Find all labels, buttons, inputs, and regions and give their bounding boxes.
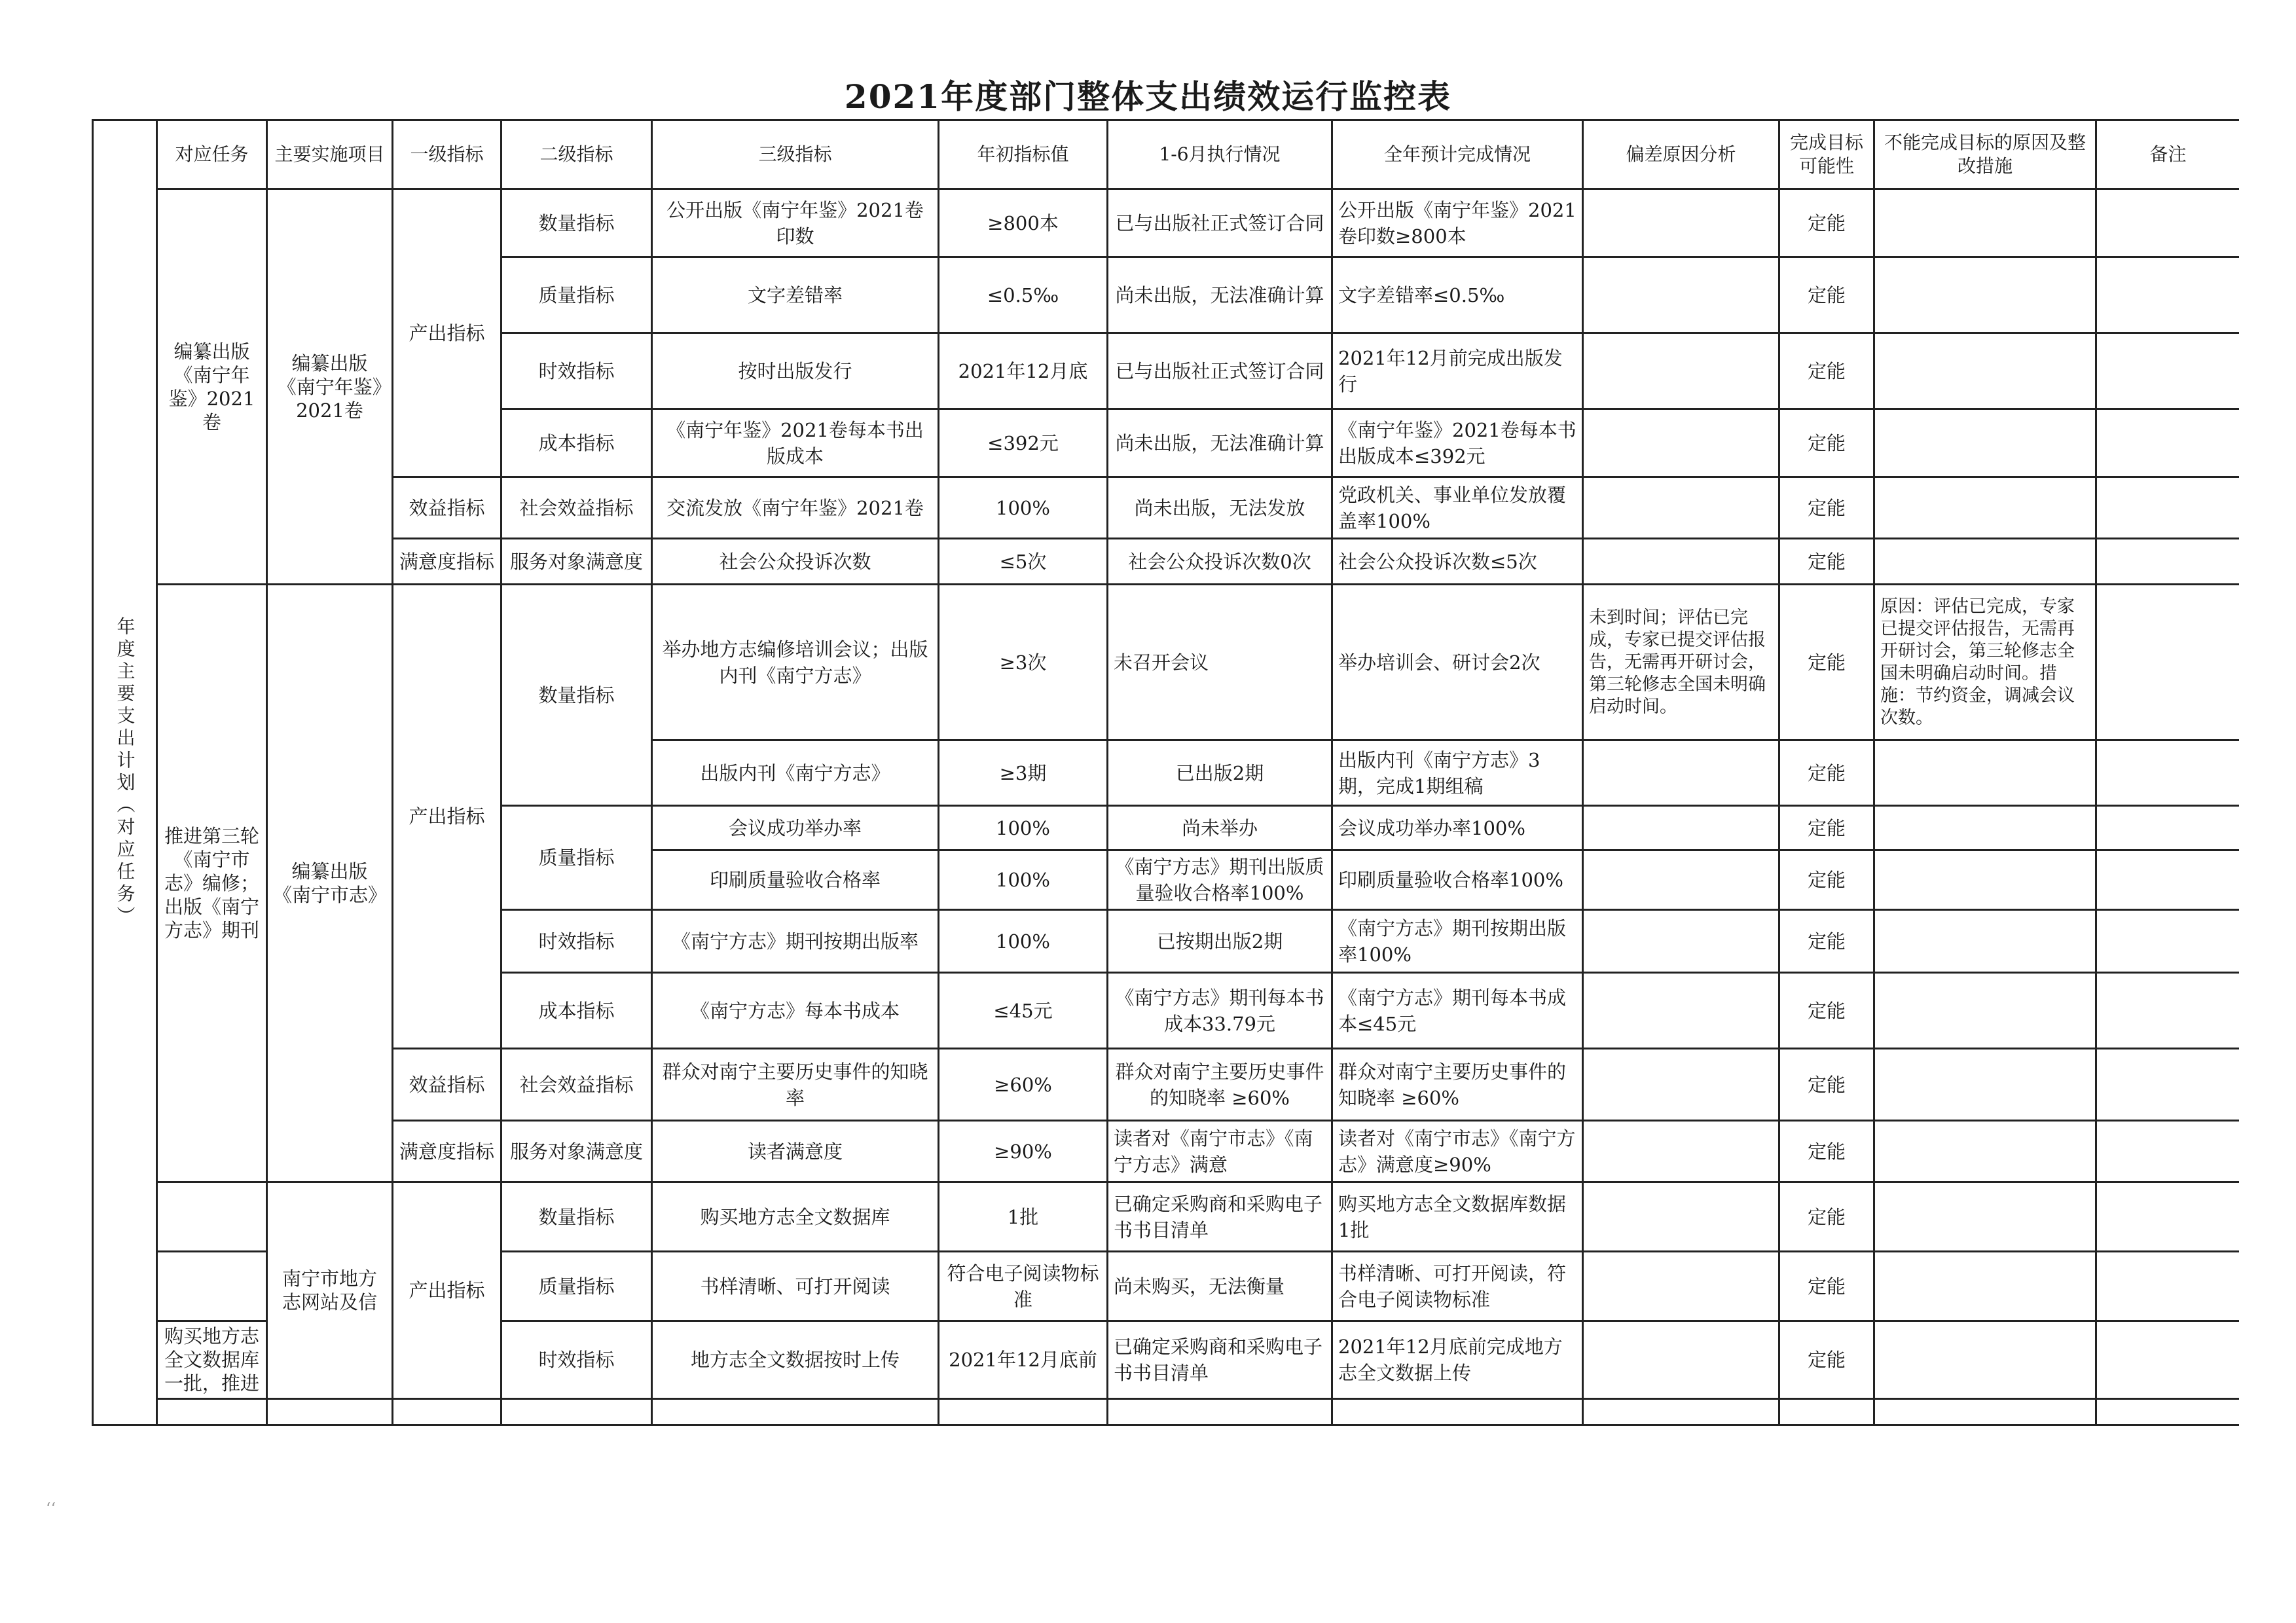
header-cell: 二级指标 [501, 120, 652, 189]
header-cell: 1-6月执行情况 [1108, 120, 1332, 189]
cutoff-cell [1779, 1399, 1874, 1425]
note [2096, 850, 2240, 910]
l3-indicator: 社会公众投诉次数 [652, 539, 939, 585]
task-cell: 推进第三轮《南宁市志》编修；出版《南宁方志》期刊 [157, 585, 267, 1182]
table-row [93, 189, 2240, 257]
forecast: 购买地方志全文数据库数据1批 [1332, 1182, 1583, 1252]
h1-status: 已确定采购商和采购电子书书目清单 [1108, 1182, 1332, 1252]
forecast: 社会公众投诉次数≤5次 [1332, 539, 1583, 585]
possibility: 定能 [1779, 1252, 1874, 1321]
header-cell: 一级指标 [393, 120, 501, 189]
measure: 原因：评估已完成，专家已提交评估报告，无需再开研讨会，第三轮修志全国未明确启动时间。措施：节约资金，调减会议次数。 [1874, 585, 2096, 740]
header-cell: 备注 [2096, 120, 2240, 189]
note [2096, 189, 2240, 257]
deviation-analysis [1583, 539, 1779, 585]
header-cell: 全年预计完成情况 [1332, 120, 1583, 189]
l2-cell: 质量指标 [501, 806, 652, 910]
note [2096, 1049, 2240, 1121]
deviation-analysis [1583, 1321, 1779, 1399]
deviation-analysis [1583, 973, 1779, 1049]
forecast: 党政机关、事业单位发放覆盖率100% [1332, 477, 1583, 539]
l3-indicator: 《南宁方志》每本书成本 [652, 973, 939, 1049]
target-value: ≤392元 [939, 409, 1108, 477]
header-cell: 偏差原因分析 [1583, 120, 1779, 189]
l3-indicator: 群众对南宁主要历史事件的知晓率 [652, 1049, 939, 1121]
forecast: 《南宁方志》期刊按期出版率100% [1332, 910, 1583, 973]
l2-cell: 质量指标 [501, 1252, 652, 1321]
cutoff-cell [2096, 1399, 2240, 1425]
possibility: 定能 [1779, 1321, 1874, 1399]
l3-indicator: 出版内刊《南宁方志》 [652, 740, 939, 806]
deviation-analysis: 未到时间；评估已完成，专家已提交评估报告，无需再开研讨会，第三轮修志全国未明确启动时间。 [1583, 585, 1779, 740]
l3-indicator: 读者满意度 [652, 1121, 939, 1182]
project-cell: 南宁市地方志网站及信 [267, 1182, 393, 1399]
note [2096, 910, 2240, 973]
forecast: 读者对《南宁市志》《南宁方志》满意度≥90% [1332, 1121, 1583, 1182]
forecast: 书样清晰、可打开阅读，符合电子阅读物标准 [1332, 1252, 1583, 1321]
note [2096, 333, 2240, 409]
forecast: 公开出版《南宁年鉴》2021卷印数≥800本 [1332, 189, 1583, 257]
measure [1874, 1121, 2096, 1182]
measure [1874, 189, 2096, 257]
possibility: 定能 [1779, 333, 1874, 409]
forecast: 文字差错率≤0.5‰ [1332, 257, 1583, 333]
performance-table [92, 119, 2239, 1426]
target-value: 2021年12月底前 [939, 1321, 1108, 1399]
note [2096, 1121, 2240, 1182]
l1-cell: 产出指标 [393, 585, 501, 1049]
possibility: 定能 [1779, 1049, 1874, 1121]
table-row-cutoff [93, 1399, 2240, 1425]
l1-cell: 产出指标 [393, 1182, 501, 1399]
target-value: ≥3期 [939, 740, 1108, 806]
h1-status: 尚未出版，无法发放 [1108, 477, 1332, 539]
forecast: 举办培训会、研讨会2次 [1332, 585, 1583, 740]
l1-cell: 满意度指标 [393, 1121, 501, 1182]
h1-status: 尚未出版，无法准确计算 [1108, 409, 1332, 477]
h1-status: 已与出版社正式签订合同 [1108, 333, 1332, 409]
deviation-analysis [1583, 740, 1779, 806]
possibility: 定能 [1779, 477, 1874, 539]
measure [1874, 910, 2096, 973]
deviation-analysis [1583, 910, 1779, 973]
h1-status: 读者对《南宁市志》《南宁方志》满意 [1108, 1121, 1332, 1182]
l3-indicator: 文字差错率 [652, 257, 939, 333]
measure [1874, 477, 2096, 539]
cutoff-cell [267, 1399, 393, 1425]
cutoff-cell [939, 1399, 1108, 1425]
measure [1874, 806, 2096, 850]
h1-status: 尚未举办 [1108, 806, 1332, 850]
l2-cell: 社会效益指标 [501, 1049, 652, 1121]
deviation-analysis [1583, 409, 1779, 477]
l2-cell: 数量指标 [501, 189, 652, 257]
target-value: 符合电子阅读物标准 [939, 1252, 1108, 1321]
h1-status: 尚未出版，无法准确计算 [1108, 257, 1332, 333]
h1-status: 尚未购买，无法衡量 [1108, 1252, 1332, 1321]
l3-indicator: 公开出版《南宁年鉴》2021卷印数 [652, 189, 939, 257]
scan-mark: ‘‘ [46, 1499, 56, 1518]
forecast: 《南宁年鉴》2021卷每本书出版成本≤392元 [1332, 409, 1583, 477]
possibility: 定能 [1779, 585, 1874, 740]
target-value: 1批 [939, 1182, 1108, 1252]
possibility: 定能 [1779, 973, 1874, 1049]
h1-status: 《南宁方志》期刊每本书成本33.79元 [1108, 973, 1332, 1049]
l2-cell: 数量指标 [501, 1182, 652, 1252]
l2-cell: 时效指标 [501, 1321, 652, 1399]
l2-cell: 服务对象满意度 [501, 539, 652, 585]
forecast: 《南宁方志》期刊每本书成本≤45元 [1332, 973, 1583, 1049]
l3-indicator: 购买地方志全文数据库 [652, 1182, 939, 1252]
header-cell: 年初指标值 [939, 120, 1108, 189]
possibility: 定能 [1779, 189, 1874, 257]
l2-cell: 时效指标 [501, 333, 652, 409]
possibility: 定能 [1779, 409, 1874, 477]
target-value: 100% [939, 910, 1108, 973]
project-cell: 编纂出版《南宁市志》 [267, 585, 393, 1182]
l3-indicator: 举办地方志编修培训会议；出版内刊《南宁方志》 [652, 585, 939, 740]
possibility: 定能 [1779, 850, 1874, 910]
table-row [93, 477, 2240, 539]
l2-cell: 成本指标 [501, 409, 652, 477]
l3-indicator: 《南宁方志》期刊按期出版率 [652, 910, 939, 973]
forecast: 群众对南宁主要历史事件的知晓率 ≥60% [1332, 1049, 1583, 1121]
cutoff-cell [652, 1399, 939, 1425]
l3-indicator: 按时出版发行 [652, 333, 939, 409]
header-cell: 主要实施项目 [267, 120, 393, 189]
note [2096, 740, 2240, 806]
forecast: 出版内刊《南宁方志》3期，完成1期组稿 [1332, 740, 1583, 806]
deviation-analysis [1583, 1252, 1779, 1321]
cutoff-cell [1874, 1399, 2096, 1425]
measure [1874, 1252, 2096, 1321]
deviation-analysis [1583, 333, 1779, 409]
header-cell: 三级指标 [652, 120, 939, 189]
performance-table-container [92, 119, 2239, 1482]
header-cell: 对应任务 [157, 120, 267, 189]
table-row [93, 1121, 2240, 1182]
deviation-analysis [1583, 850, 1779, 910]
possibility: 定能 [1779, 740, 1874, 806]
table-row [93, 1049, 2240, 1121]
deviation-analysis [1583, 189, 1779, 257]
deviation-analysis [1583, 477, 1779, 539]
task-cell: 购买地方志全文数据库一批，推进 [157, 1321, 267, 1399]
target-value: ≤45元 [939, 973, 1108, 1049]
l1-cell: 产出指标 [393, 189, 501, 477]
header-cell: 不能完成目标的原因及整改措施 [1874, 120, 2096, 189]
note [2096, 973, 2240, 1049]
possibility: 定能 [1779, 257, 1874, 333]
note [2096, 1252, 2240, 1321]
forecast: 会议成功举办率100% [1332, 806, 1583, 850]
measure [1874, 850, 2096, 910]
l3-indicator: 《南宁年鉴》2021卷每本书出版成本 [652, 409, 939, 477]
task-cell-empty [157, 1182, 267, 1252]
deviation-analysis [1583, 806, 1779, 850]
project-cell: 编纂出版《南宁年鉴》2021卷 [267, 189, 393, 585]
measure [1874, 1182, 2096, 1252]
note [2096, 806, 2240, 850]
target-value: 100% [939, 850, 1108, 910]
measure [1874, 1049, 2096, 1121]
measure [1874, 409, 2096, 477]
measure [1874, 539, 2096, 585]
l2-cell: 成本指标 [501, 973, 652, 1049]
l1-cell: 效益指标 [393, 477, 501, 539]
cutoff-cell [1583, 1399, 1779, 1425]
h1-status: 《南宁方志》期刊出版质量验收合格率100% [1108, 850, 1332, 910]
l3-indicator: 地方志全文数据按时上传 [652, 1321, 939, 1399]
target-value: ≥3次 [939, 585, 1108, 740]
l1-cell: 效益指标 [393, 1049, 501, 1121]
target-value: ≤5次 [939, 539, 1108, 585]
possibility: 定能 [1779, 539, 1874, 585]
note [2096, 409, 2240, 477]
h1-status: 未召开会议 [1108, 585, 1332, 740]
forecast: 2021年12月底前完成地方志全文数据上传 [1332, 1321, 1583, 1399]
h1-status: 已与出版社正式签订合同 [1108, 189, 1332, 257]
page-title: 2021年度部门整体支出绩效运行监控表 [844, 77, 1452, 116]
deviation-analysis [1583, 1182, 1779, 1252]
l2-cell: 服务对象满意度 [501, 1121, 652, 1182]
task-cell: 编纂出版《南宁年鉴》2021卷 [157, 189, 267, 585]
table-row [93, 585, 2240, 740]
forecast: 印刷质量验收合格率100% [1332, 850, 1583, 910]
note [2096, 1321, 2240, 1399]
h1-status: 已出版2期 [1108, 740, 1332, 806]
target-value: ≥800本 [939, 189, 1108, 257]
h1-status: 社会公众投诉次数0次 [1108, 539, 1332, 585]
header-cell: 完成目标可能性 [1779, 120, 1874, 189]
measure [1874, 740, 2096, 806]
l2-cell: 时效指标 [501, 910, 652, 973]
note [2096, 539, 2240, 585]
note [2096, 1182, 2240, 1252]
cutoff-cell [157, 1399, 267, 1425]
possibility: 定能 [1779, 1182, 1874, 1252]
h1-status: 已按期出版2期 [1108, 910, 1332, 973]
measure [1874, 333, 2096, 409]
l2-cell: 社会效益指标 [501, 477, 652, 539]
target-value: 100% [939, 806, 1108, 850]
target-value: ≥90% [939, 1121, 1108, 1182]
deviation-analysis [1583, 257, 1779, 333]
forecast: 2021年12月前完成出版发行 [1332, 333, 1583, 409]
l3-indicator: 会议成功举办率 [652, 806, 939, 850]
possibility: 定能 [1779, 1121, 1874, 1182]
target-value: 2021年12月底 [939, 333, 1108, 409]
target-value: ≥60% [939, 1049, 1108, 1121]
possibility: 定能 [1779, 910, 1874, 973]
possibility: 定能 [1779, 806, 1874, 850]
measure [1874, 1321, 2096, 1399]
cutoff-cell [1108, 1399, 1332, 1425]
note [2096, 257, 2240, 333]
task-cell-empty [157, 1252, 267, 1321]
deviation-analysis [1583, 1049, 1779, 1121]
l3-indicator: 书样清晰、可打开阅读 [652, 1252, 939, 1321]
table-row [93, 539, 2240, 585]
measure [1874, 257, 2096, 333]
header-row [93, 120, 2240, 189]
l3-indicator: 交流发放《南宁年鉴》2021卷 [652, 477, 939, 539]
note [2096, 585, 2240, 740]
h1-status: 群众对南宁主要历史事件的知晓率 ≥60% [1108, 1049, 1332, 1121]
table-row [93, 1182, 2240, 1252]
l2-cell: 质量指标 [501, 257, 652, 333]
cutoff-cell [1332, 1399, 1583, 1425]
cutoff-cell [501, 1399, 652, 1425]
note [2096, 477, 2240, 539]
l3-indicator: 印刷质量验收合格率 [652, 850, 939, 910]
cutoff-cell [393, 1399, 501, 1425]
left-label: 年度主要支出计划（对应任务） [93, 120, 157, 1425]
target-value: ≤0.5‰ [939, 257, 1108, 333]
deviation-analysis [1583, 1121, 1779, 1182]
l2-cell: 数量指标 [501, 585, 652, 806]
h1-status: 已确定采购商和采购电子书书目清单 [1108, 1321, 1332, 1399]
l1-cell: 满意度指标 [393, 539, 501, 585]
measure [1874, 973, 2096, 1049]
target-value: 100% [939, 477, 1108, 539]
